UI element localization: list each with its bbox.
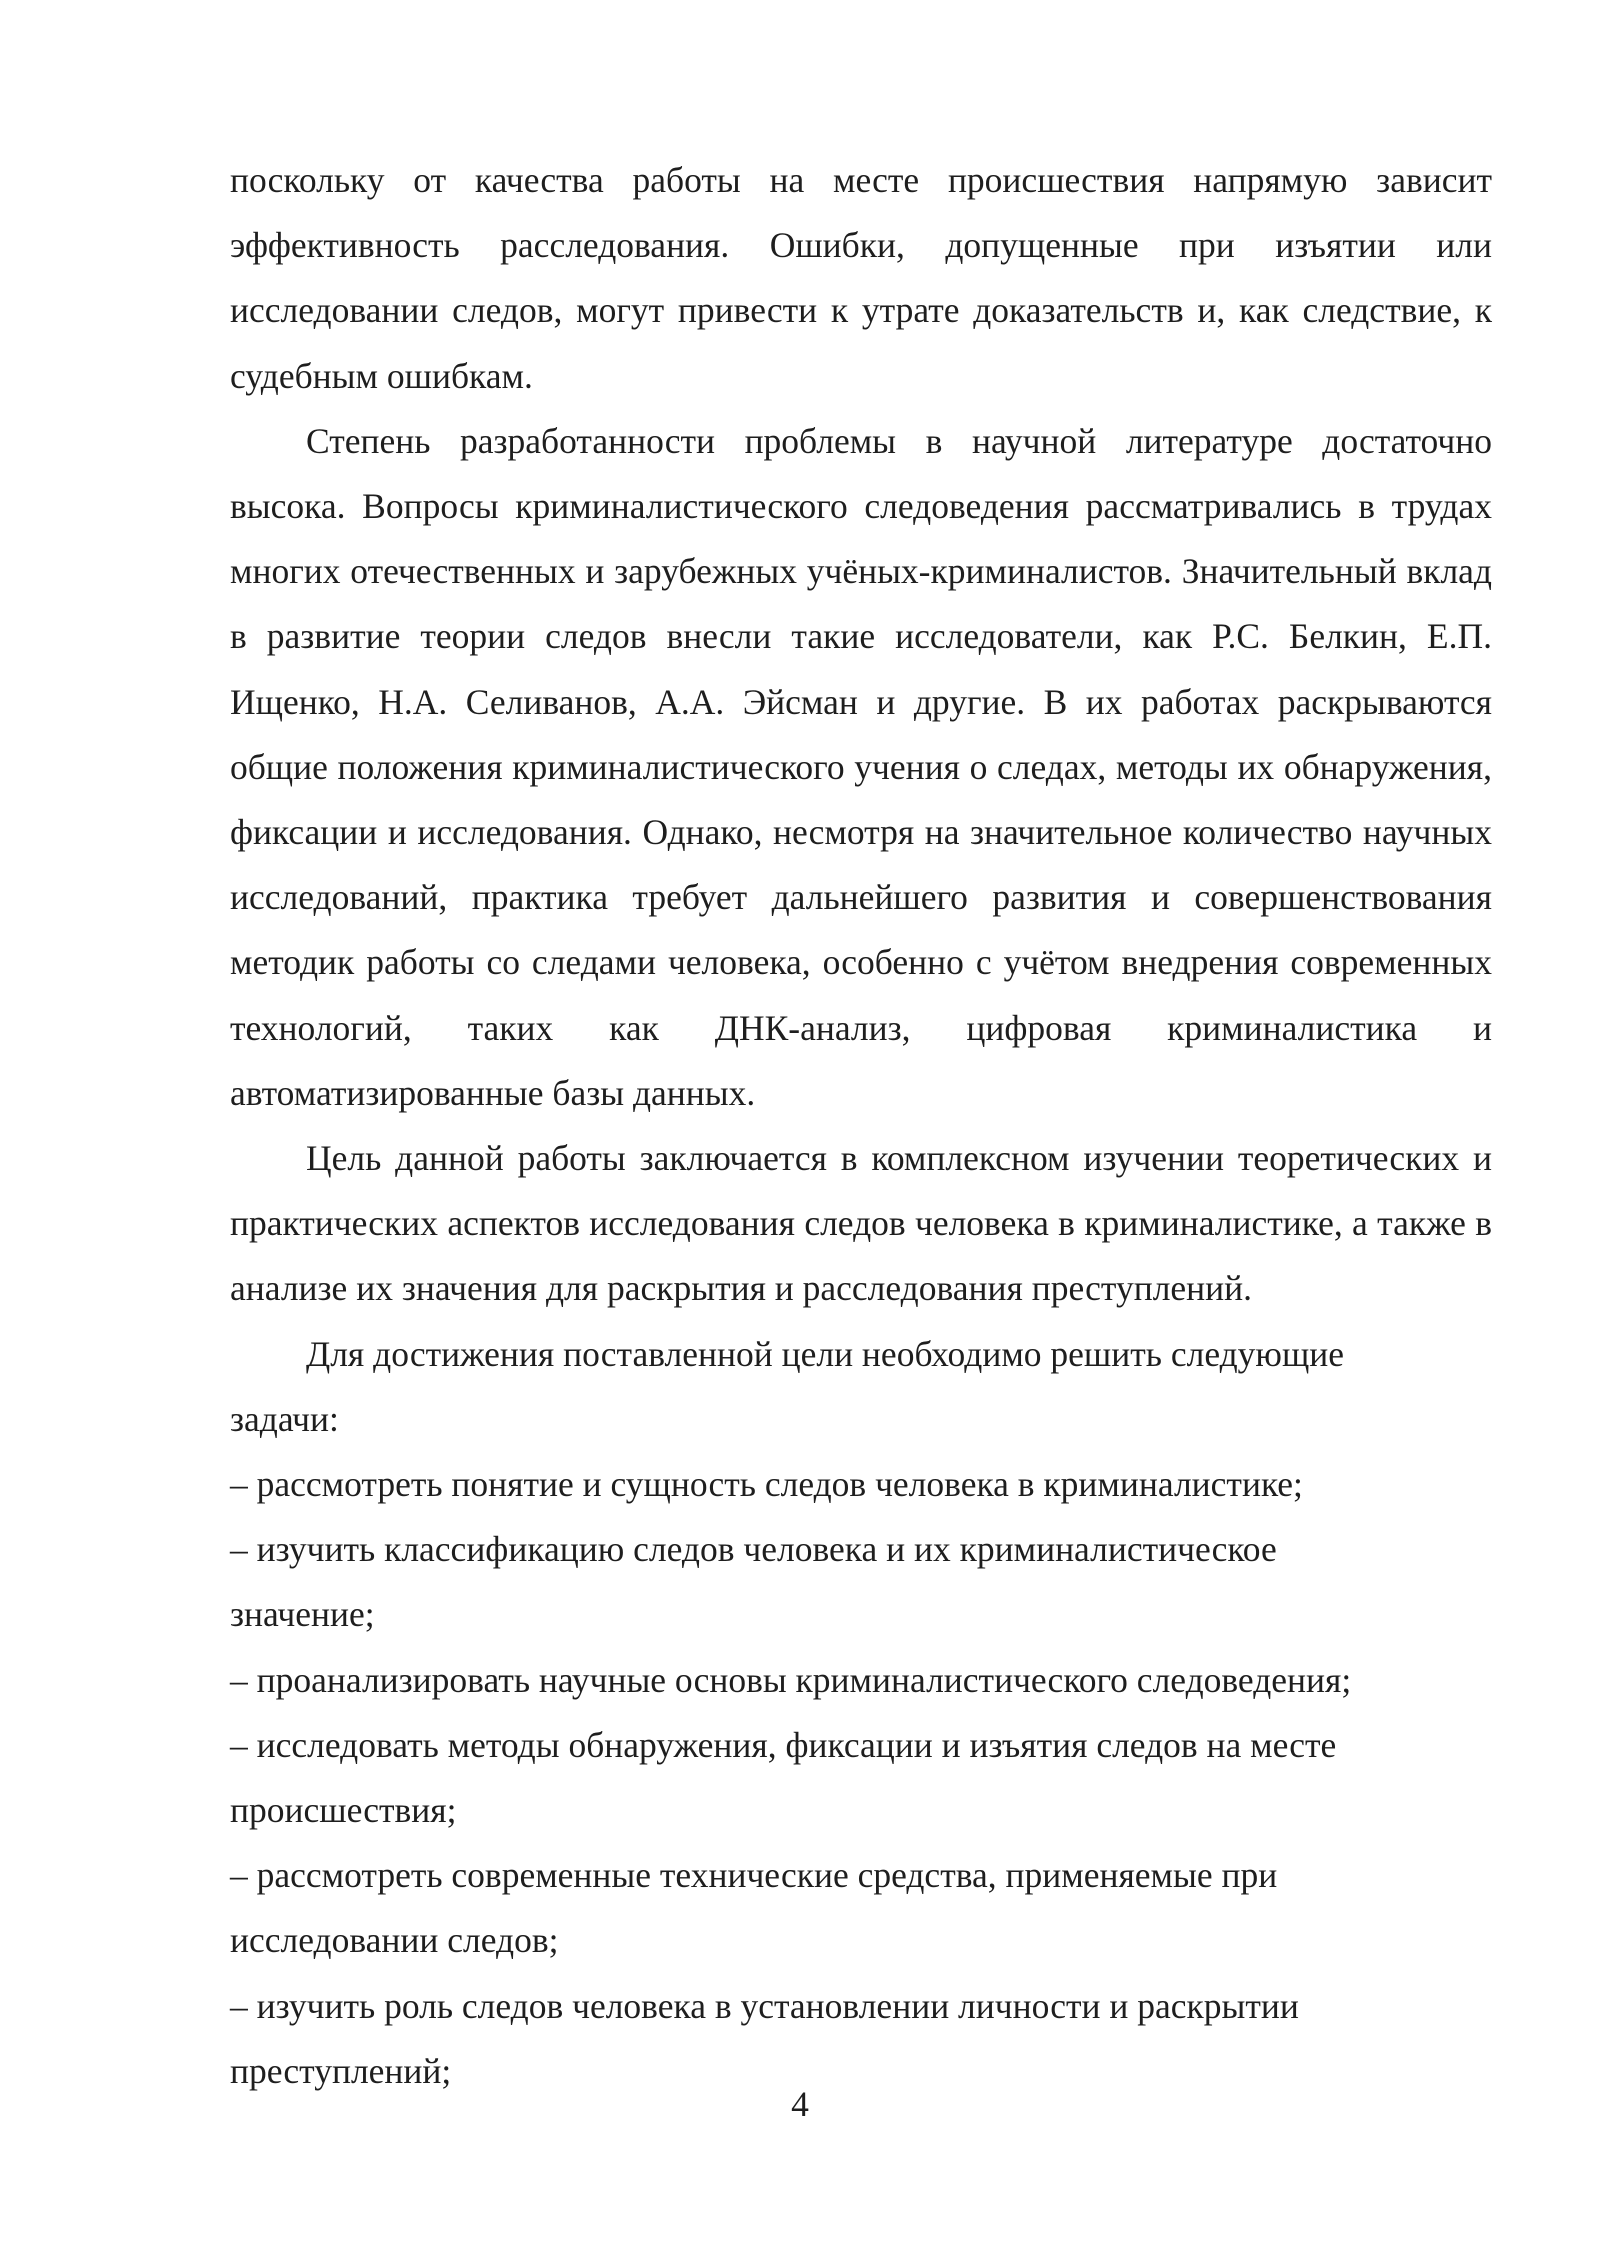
- task-list-item: – изучить роль следов человека в установлении личности и раскрытии преступлений;: [230, 1985, 1299, 2091]
- task-list-item: – проанализировать научные основы криминалистического следоведения;: [230, 1659, 1352, 1700]
- task-list-item: – исследовать методы обнаружения, фиксации и изъятия следов на месте происшествия;: [230, 1724, 1337, 1831]
- body-text: [230, 148, 1492, 2104]
- paragraph-tasks-intro: Для достижения поставленной цели необходимо решить следующие задачи:: [230, 1333, 1345, 1439]
- paragraph-research-status: Степень разработанности проблемы в научной литературе достаточно высока. Вопросы криминалистического следоведения рассматривались в трудах многих отечественных и зарубежных учёных-криминалистов. Значительный вклад в развитие теории следов внесли такие исследователи, как Р.С. Белкин, Е.П. Ищенко, Н.А. Селиванов, А.А. Эйсман и другие. В их работах раскрываются общие положения криминалистического учения о следах, методы их обнаружения, фиксации и исследования. Однако, несмотря на значительное количество научных исследований, практика требует дальнейшего развития и совершенствования методик работы со следами человека, особенно с учётом внедрения современных технологий, таких как ДНК-анализ, цифровая криминалистика и автоматизированные базы данных.: [230, 420, 1492, 1113]
- task-list-item: – рассмотреть современные технические средства, применяемые при исследовании следов;: [230, 1855, 1278, 1961]
- page-number: 4: [791, 2084, 809, 2124]
- paragraph-continuation: поскольку от качества работы на месте происшествия напрямую зависит эффективность расследования. Ошибки, допущенные при изъятии или исследовании следов, могут привести к утрате доказательств и, как следствие, к судебным ошибкам.: [230, 160, 1492, 396]
- paragraph-goal: Цель данной работы заключается в комплексном изучении теоретических и практических аспектов исследования следов человека в криминалистике, а также в анализе их значения для раскрытия и расследования преступлений.: [230, 1138, 1492, 1309]
- task-list-item: – изучить классификацию следов человека и их криминалистическое значение;: [230, 1529, 1277, 1635]
- task-list-item: – рассмотреть понятие и сущность следов человека в криминалистике;: [230, 1464, 1303, 1505]
